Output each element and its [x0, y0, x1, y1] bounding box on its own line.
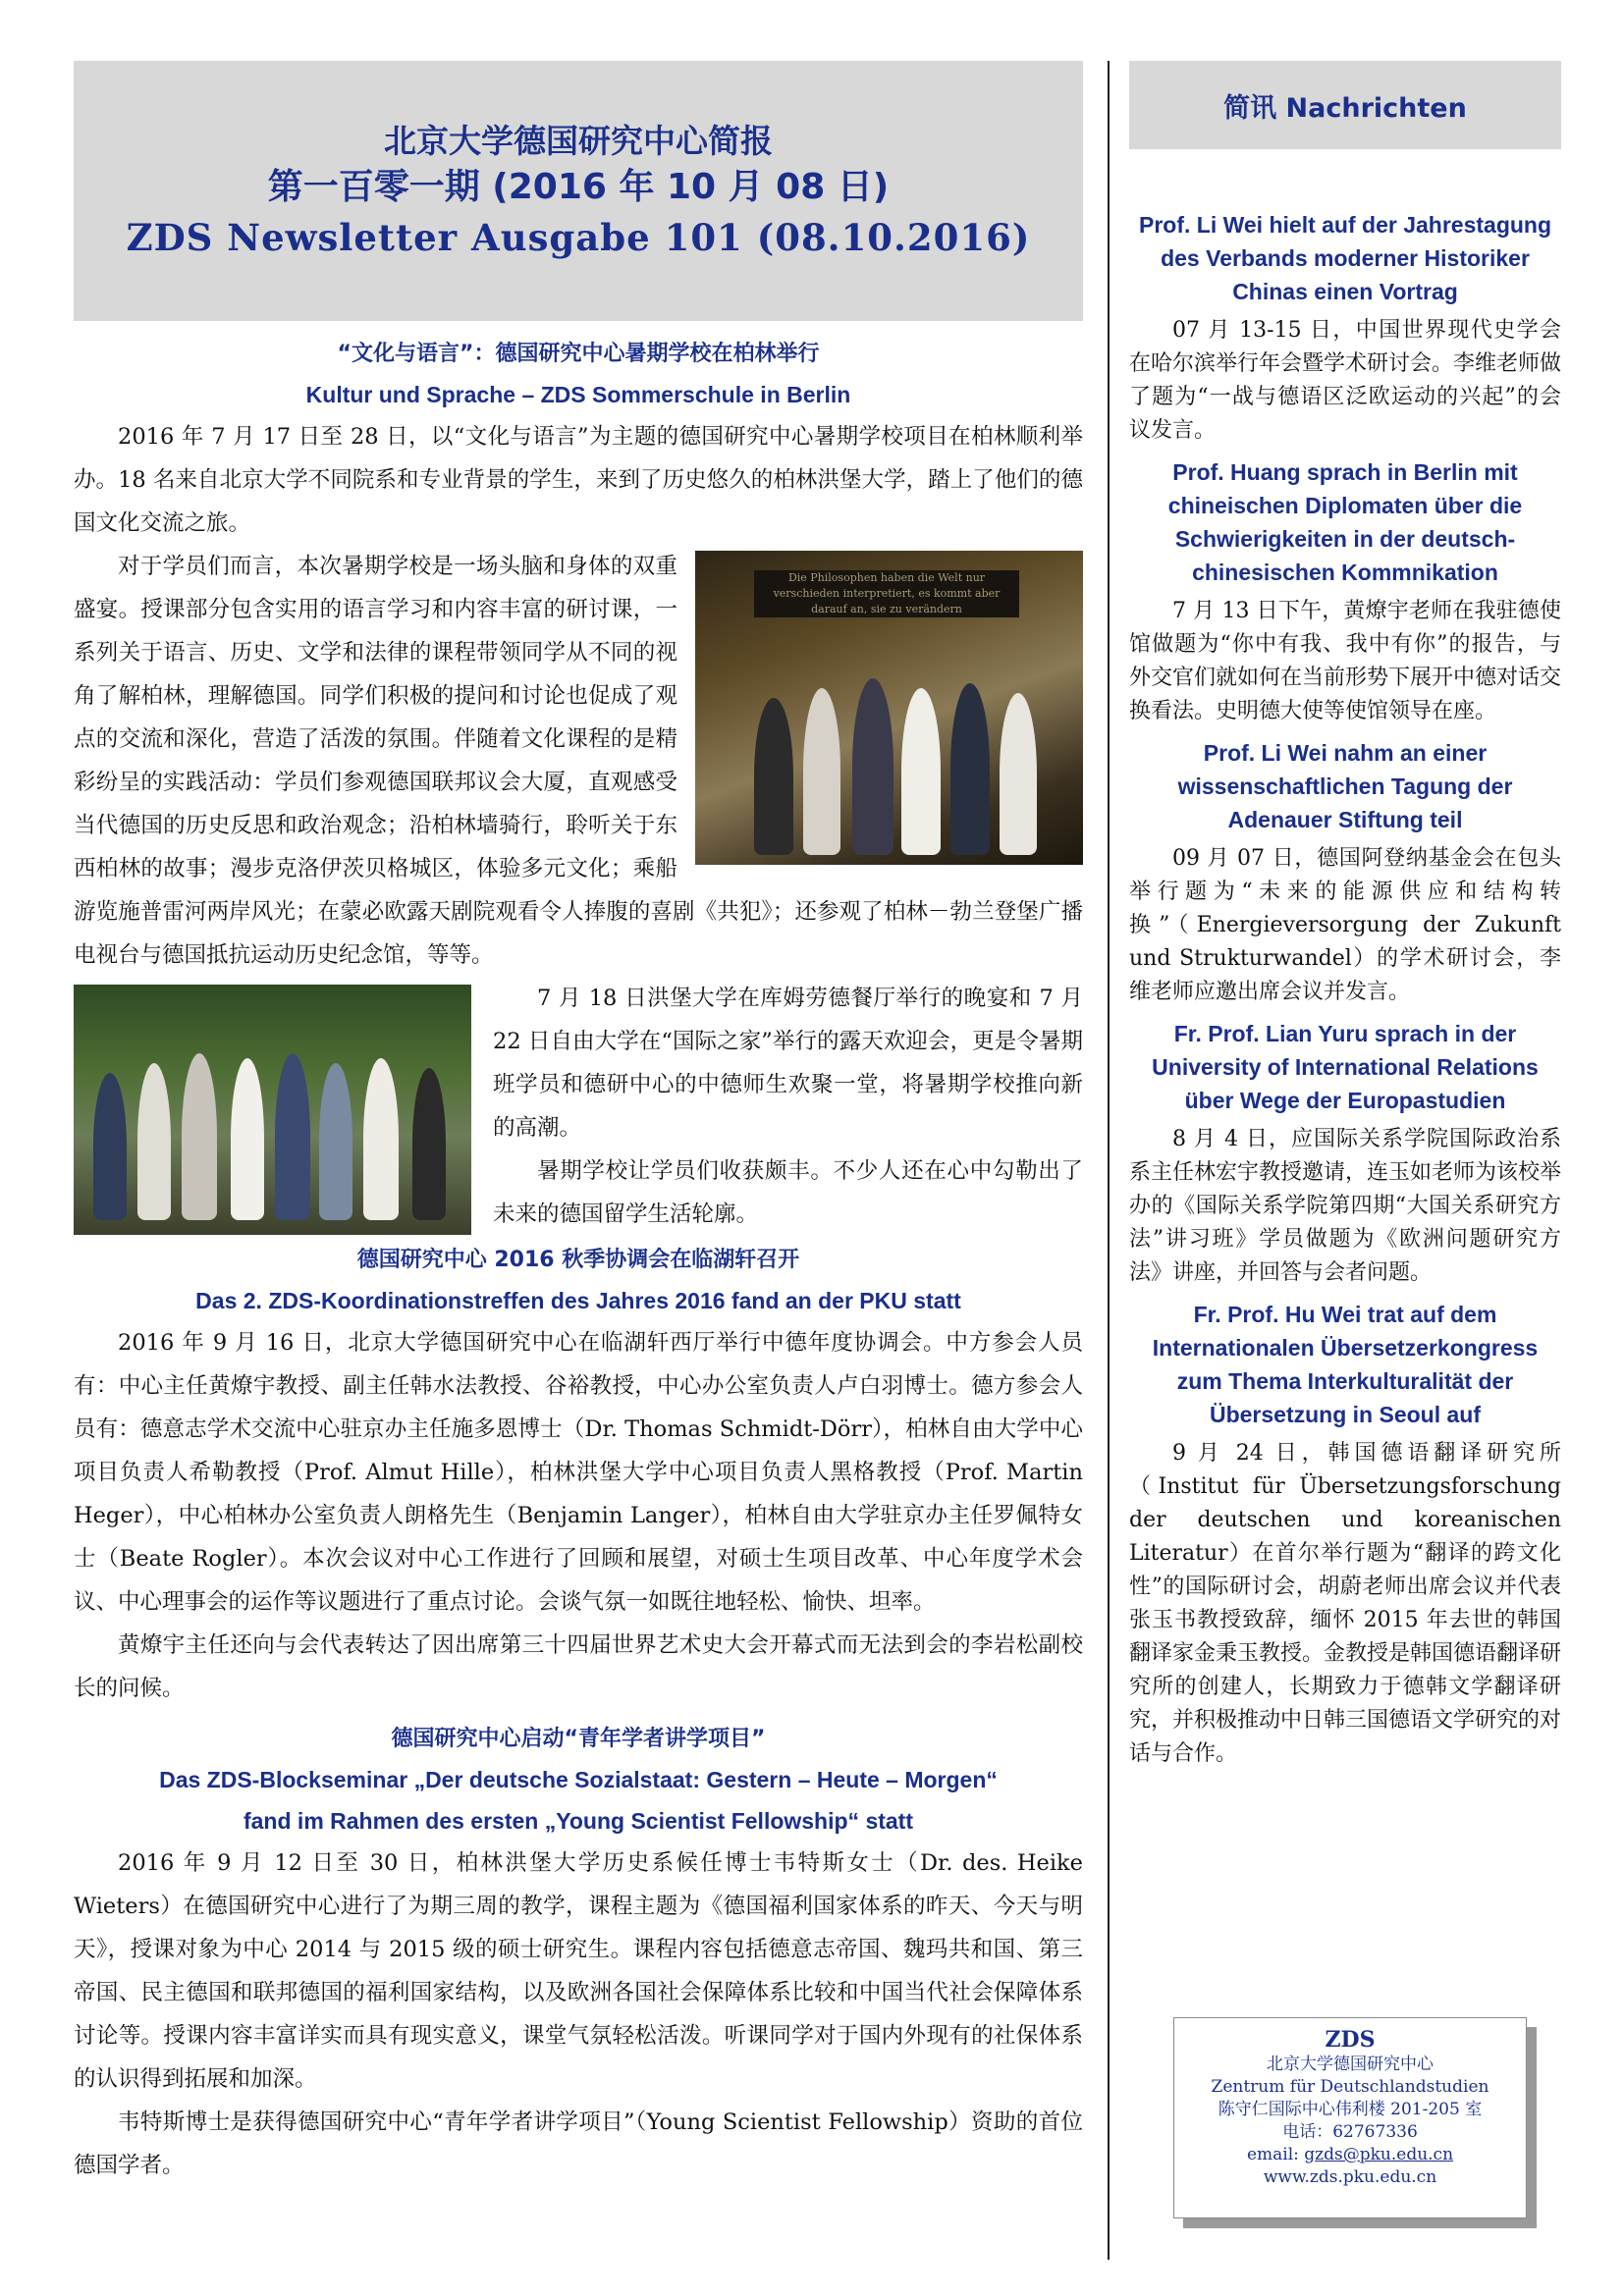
group-photo-stairs — [695, 551, 1083, 865]
group-photo-garden — [74, 985, 471, 1235]
news-item-body: 9 月 24 日，韩国德语翻译研究所（Institut für Übersetzungsforschung der deutschen und koreanischen Literatur）在首尔举行题为“翻译的跨文化性”的国际研讨会，胡蔚老师出席会议并代表张玉书教授致辞，缅怀 2015 年去世的韩国翻译家金秉玉教授。金教授是韩国德语翻译研究所的创建人，长期致力于德韩文学翻译研究，并积极推动中日韩三国德语文学研究的对话与合作。 — [1129, 1441, 1562, 1766]
news-item-title: Fr. Prof. Lian Yuru sprach in der University of International Relations über Wege der Europastudien — [1152, 1021, 1539, 1113]
news-item-body: 07 月 13-15 日，中国世界现代史学会在哈尔滨举行年会暨学术研讨会。李维老师做了题为“一战与德语区泛欧运动的兴起”的会议发言。 — [1129, 318, 1562, 443]
photo-figure — [950, 683, 990, 855]
photo-figure — [93, 1073, 127, 1220]
news-item-title: Fr. Prof. Hu Wei trat auf dem Internationalen Übersetzerkongress zum Thema Interkulturalität der Übersetzung in Seoul auf — [1152, 1302, 1539, 1427]
photo-figure — [852, 678, 893, 855]
article1-title-cn: “文化与语言”：德国研究中心暑期学校在柏林举行 — [337, 342, 820, 366]
contact-email-link[interactable]: gzds@pku.edu.cn — [1304, 2145, 1454, 2164]
news-item-title: Prof. Li Wei hielt auf der Jahrestagung des Verbands moderner Historiker Chinas einen Vortrag — [1138, 212, 1552, 304]
photo-figure — [803, 688, 840, 855]
article1-paragraph: 暑期学校让学员们收获颇丰。不少人还在心中勾勒出了未来的德国留学生活轮廓。 — [493, 1158, 1083, 1227]
contact-phone: 电话：62767336 — [1282, 2122, 1418, 2142]
contact-box — [1173, 2017, 1527, 2218]
photo-figure — [275, 1053, 310, 1220]
photo-figure — [901, 688, 941, 855]
article2-paragraph: 2016 年 9 月 16 日，北京大学德国研究中心在临湖轩西厅举行中德年度协调会。中方参会人员有：中心主任黄燎宇教授、副主任韩水法教授、谷裕教授，中心办公室负责人卢白羽博士。德方参会人员有：德意志学术交流中心驻京办主任施多恩博士（Dr. Thomas Schmidt-Dörr），柏林自由大学中心项目负责人希勒教授（Prof. Almut Hille），柏林洪堡大学中心项目负责人黑格教授（Prof. Martin Heger），中心柏林办公室负责人朗格先生（Benjamin Langer），柏林自由大学驻京办主任罗佩特女士（Beate Rogler）。本次会议对中心工作进行了回顾和展望，对硕士生项目改革、中心年度学术会议、中心理事会的运作等议题进行了重点讨论。会谈气氛一如既往地轻松、愉快、坦率。 — [74, 1330, 1083, 1615]
article2-title-cn: 德国研究中心 2016 秋季协调会在临湖轩召开 — [356, 1248, 800, 1272]
article3-paragraph: 韦特斯博士是获得德国研究中心“青年学者讲学项目”（Young Scientist Fellowship）资助的首位德国学者。 — [74, 2109, 1083, 2178]
contact-website-link[interactable]: www.zds.pku.edu.cn — [1263, 2167, 1437, 2187]
photo-figure — [1000, 693, 1037, 855]
photo-figure — [137, 1063, 171, 1220]
article3-paragraph: 2016 年 9 月 12 日至 30 日，柏林洪堡大学历史系候任博士韦特斯女士（Dr. des. Heike Wieters）在德国研究中心进行了为期三周的教学，课程主题为《德国福利国家体系的昨天、今天与明天》，授课对象为中心 2014 与 2015 级的硕士研究生。课程内容包括德意志帝国、魏玛共和国、第三帝国、民主德国和联邦德国的福利国家结构，以及欧洲各国社会保障体系比较和中国当代社会保障体系讨论等。授课内容丰富详实而具有现实意义，课堂气氛轻松活泼。听课同学对于国内外现有的社保体系的认识得到拓展和加深。 — [74, 1850, 1083, 2092]
article1-paragraph: 对于学员们而言，本次暑期学校是一场头脑和身体的双重盛宴。授课部分包含实用的语言学习和内容丰富的研讨课，一系列关于语言、历史、文学和法律的课程带领同学从不同的视角了解柏林，理解德国。同学们积极的提问和讨论也促成了观点的交流和深化，营造了活泼的氛围。伴随着文化课程的是精彩纷呈的实践活动：学员们参观德国联邦议会大厦，直观感受当代德国的历史反思和政治观念；沿柏林墙骑行，聆听关于东西柏林的故事；漫步克洛伊茨贝格城区，体验多元文化；乘船游览施普雷河两岸风光；在蒙必欧露天剧院观看令人捧腹的喜剧《共犯》；还参观了柏林－勃兰登堡广播电视台与德国抵抗运动历史纪念馆，等等。 — [74, 554, 1083, 968]
article2-paragraph: 黄燎宇主任还向与会代表转达了因出席第三十四届世界艺术史大会开幕式而无法到会的李岩松副校长的问候。 — [74, 1632, 1083, 1701]
masthead-issue-de: ZDS Newsletter Ausgabe 101 (08.10.2016) — [126, 215, 1031, 259]
masthead-issue-cn: 第一百零一期 (2016 年 10 月 08 日) — [267, 166, 890, 207]
main-column — [74, 61, 1083, 2187]
contact-email-row — [1174, 2144, 1526, 2166]
article1-paragraph: 2016 年 7 月 17 日至 28 日，以“文化与语言”为主题的德国研究中心暑期学校项目在柏林顺利举办。18 名来自北京大学不同院系和专业背景的学生，来到了历史悠久的柏林洪堡大学，踏上了他们的德国文化交流之旅。 — [74, 424, 1083, 536]
photo-banner-text: Die Philosophen haben die Welt nur verschieden interpretiert, es kommt aber darauf an, sie zu verändern — [754, 570, 1019, 617]
news-header: 简讯 Nachrichten — [1129, 61, 1561, 149]
news-item-body: 09 月 07 日，德国阿登纳基金会在包头举行题为“未来的能源供应和结构转换”（Energieversorgung der Zukunft und Strukturwandel）的学术研讨会，李维老师应邀出席会议并发言。 — [1129, 846, 1561, 1004]
news-item-title: Prof. Li Wei nahm an einer wissenschaftlichen Tagung der Adenauer Stiftung teil — [1177, 740, 1513, 832]
news-item-body: 7 月 13 日下午，黄燎宇老师在我驻德使馆做题为“你中有我、我中有你”的报告，与外交官们就如何在当前形势下展开中德对话交换看法。史明德大使等使馆领导在座。 — [1129, 599, 1562, 723]
news-column — [1129, 61, 1561, 1771]
contact-email-label: email: — [1246, 2145, 1305, 2164]
photo-figure — [182, 1053, 217, 1220]
photo-figure — [363, 1058, 399, 1220]
article3-title-de: Das ZDS-Blockseminar „Der deutsche Sozialstaat: Gestern – Heute – Morgen“ — [159, 1767, 998, 1792]
photo-figure — [412, 1068, 446, 1220]
article1-paragraph: 7 月 18 日洪堡大学在库姆劳德餐厅举行的晚宴和 7 月 22 日自由大学在“国际之家”举行的露天欢迎会，更是令暑期班学员和德研中心的中德师生欢聚一堂，将暑期学校推向新的高潮。 — [493, 986, 1083, 1141]
contact-address: 陈守仁国际中心伟利楼 201-205 室 — [1218, 2100, 1483, 2119]
news-item-body: 8 月 4 日，应国际关系学院国际政治系系主任林宏宇教授邀请，连玉如老师为该校举办的《国际关系学院第四期“大国关系研究方法”讲习班》学员做题为《欧洲问题研究方法》讲座，并回答与会者问题。 — [1129, 1127, 1562, 1285]
masthead-title-cn: 北京大学德国研究中心简报 — [384, 121, 773, 160]
article3-title-cn: 德国研究中心启动“青年学者讲学项目” — [391, 1727, 766, 1751]
article2-title-de: Das 2. ZDS-Koordinationstreffen des Jahres 2016 fand an der PKU statt — [195, 1288, 961, 1313]
article1-title-de: Kultur und Sprache – ZDS Sommerschule in Berlin — [305, 382, 851, 407]
photo-figure — [754, 698, 793, 855]
news-item-title: Prof. Huang sprach in Berlin mit chineischen Diplomaten über die Schwierigkeiten in der deutsch-chinesischen Kommnikation — [1167, 459, 1523, 585]
contact-org-de: Zentrum für Deutschlandstudien — [1211, 2077, 1489, 2097]
photo-figure — [319, 1063, 352, 1220]
masthead — [74, 61, 1083, 321]
article3-title-de-cont: fand im Rahmen des ersten „Young Scientist Fellowship“ statt — [243, 1808, 913, 1834]
contact-org-cn: 北京大学德国研究中心 — [1267, 2055, 1434, 2074]
column-divider — [1108, 61, 1110, 2260]
contact-name: ZDS — [1325, 2027, 1376, 2053]
photo-figure — [231, 1058, 264, 1220]
